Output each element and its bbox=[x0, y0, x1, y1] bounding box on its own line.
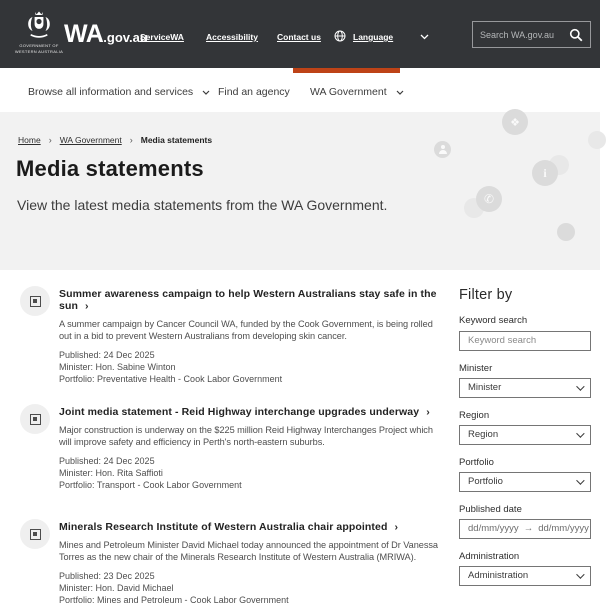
published-date-range-input[interactable] bbox=[459, 519, 591, 539]
minister-filter-label: Minister bbox=[459, 362, 493, 374]
media-statement-icon-circle bbox=[20, 404, 50, 434]
globe-icon bbox=[334, 30, 346, 42]
breadcrumb-home[interactable]: Home bbox=[18, 135, 41, 145]
nav-browse-all-label: Browse all information and services bbox=[28, 86, 194, 98]
nav-browse-all[interactable] bbox=[28, 86, 210, 98]
logo-suffix-text: .gov.au bbox=[103, 30, 148, 45]
crest-org-line1: GOVERNMENT OF bbox=[19, 43, 59, 48]
administration-filter-label: Administration bbox=[459, 550, 520, 562]
media-statement-summary: A summer campaign by Cancer Council WA, funded by the Cook Government, is being rolled out in a bid to prevent Western Australians from developing skin cancer. bbox=[59, 319, 433, 341]
decorative-circle bbox=[588, 131, 606, 149]
media-statement-title-link[interactable] bbox=[59, 521, 441, 533]
media-statement-meta bbox=[59, 455, 441, 492]
nav-wa-government[interactable] bbox=[310, 86, 404, 98]
minister-select-value: Minister bbox=[468, 382, 502, 393]
date-end-placeholder: dd/mm/yyyy bbox=[538, 523, 589, 534]
layers-icon bbox=[502, 109, 528, 135]
media-statement-body bbox=[59, 519, 441, 607]
site-search bbox=[472, 21, 591, 48]
minister-filter-group bbox=[459, 363, 591, 398]
site-search-input[interactable] bbox=[480, 30, 568, 40]
breadcrumb-current: Media statements bbox=[140, 135, 213, 145]
search-icon bbox=[569, 28, 583, 42]
document-icon bbox=[30, 296, 41, 307]
minister: Minister: Hon. David Michael bbox=[59, 583, 174, 594]
servicewa-link[interactable]: ServiceWA bbox=[140, 32, 184, 42]
media-statement-title: Minerals Research Institute of Western Australia chair appointed bbox=[59, 521, 388, 533]
breadcrumb-separator-icon: › bbox=[129, 135, 133, 145]
media-statement-summary: Major construction is underway on the $225 million Reid Highway Interchanges Project which will improve safety and efficiency in Perth's north-eastern suburbs. bbox=[59, 425, 433, 447]
chevron-down-icon bbox=[202, 90, 210, 95]
chevron-right-icon: › bbox=[394, 521, 399, 533]
media-statement-icon-circle bbox=[20, 286, 50, 316]
info-icon bbox=[532, 160, 558, 186]
media-statement-meta bbox=[59, 349, 448, 386]
published-date: Published: 23 Dec 2025 bbox=[59, 571, 155, 581]
document-icon bbox=[30, 414, 41, 425]
administration-select[interactable] bbox=[459, 566, 591, 586]
person-icon bbox=[434, 141, 451, 158]
main-nav bbox=[0, 73, 600, 112]
wa-government-crest-logo[interactable] bbox=[16, 8, 62, 60]
portfolio-select-value: Portfolio bbox=[468, 476, 503, 487]
page-hero bbox=[0, 112, 600, 270]
portfolio: Portfolio: Preventative Health - Cook Labor Government bbox=[59, 374, 283, 385]
keyword-search-label: Keyword search bbox=[459, 315, 528, 326]
chevron-down-icon bbox=[576, 429, 584, 437]
published-date: Published: 24 Dec 2025 bbox=[59, 456, 155, 466]
published-date-label: Published date bbox=[459, 503, 522, 515]
media-statement-item bbox=[20, 519, 448, 607]
date-start-placeholder: dd/mm/yyyy bbox=[468, 523, 519, 534]
page-subtitle: View the latest media statements from the WA Government. bbox=[17, 197, 388, 213]
document-icon bbox=[30, 529, 41, 540]
published-date-group bbox=[459, 504, 591, 539]
region-select[interactable] bbox=[459, 425, 591, 445]
portfolio: Portfolio: Mines and Petroleum - Cook Labor Government bbox=[59, 595, 289, 606]
search-button[interactable] bbox=[568, 27, 583, 42]
keyword-search-input[interactable] bbox=[459, 331, 591, 351]
published-date: Published: 24 Dec 2025 bbox=[59, 350, 155, 360]
media-statement-title: Joint media statement - Reid Highway interchange upgrades underway bbox=[59, 406, 420, 418]
nav-find-an-agency[interactable] bbox=[218, 86, 290, 98]
keyword-search-group bbox=[459, 315, 591, 351]
administration-select-value: Administration bbox=[468, 570, 529, 581]
filter-sidebar bbox=[459, 270, 591, 586]
media-statement-icon-circle bbox=[20, 519, 50, 549]
portfolio-filter-group bbox=[459, 457, 591, 492]
phone-icon bbox=[476, 186, 502, 212]
chevron-right-icon: › bbox=[84, 300, 89, 312]
portfolio: Portfolio: Transport - Cook Labor Government bbox=[59, 480, 242, 491]
media-statement-title-link[interactable] bbox=[59, 288, 448, 312]
chevron-right-icon: › bbox=[426, 406, 430, 418]
nav-find-an-agency-label: Find an agency bbox=[218, 86, 290, 98]
filter-heading: Filter by bbox=[459, 287, 513, 303]
media-statement-meta bbox=[59, 570, 441, 607]
media-statement-title: Summer awareness campaign to help Western Australians stay safe in the sun bbox=[59, 288, 437, 312]
chevron-down-icon[interactable] bbox=[420, 34, 429, 40]
media-statement-item bbox=[20, 286, 448, 386]
phone-glyph: ✆ bbox=[483, 192, 495, 206]
region-filter-group bbox=[459, 410, 591, 445]
layers-glyph: ❖ bbox=[510, 116, 520, 129]
breadcrumb-separator-icon: › bbox=[48, 135, 52, 145]
site-header bbox=[0, 0, 600, 68]
portfolio-select[interactable] bbox=[459, 472, 591, 492]
chevron-down-icon bbox=[576, 382, 584, 390]
crest-icon bbox=[22, 8, 56, 42]
media-statement-body bbox=[59, 286, 448, 386]
media-statement-summary: Mines and Petroleum Minister David Michael today announced the appointment of Dr Vanessa Torres as the new chair of the Minerals Research Institute of Western Australia (MRIWA). bbox=[59, 540, 438, 562]
contact-us-link[interactable]: Contact us bbox=[277, 32, 321, 42]
logo-wa-text: WA bbox=[64, 20, 104, 48]
media-statement-item bbox=[20, 404, 448, 492]
chevron-down-icon bbox=[576, 476, 584, 484]
minister: Minister: Hon. Sabine Winton bbox=[59, 362, 176, 373]
breadcrumb-wa-government[interactable]: WA Government bbox=[59, 135, 122, 145]
region-select-value: Region bbox=[468, 429, 499, 440]
minister-select[interactable] bbox=[459, 378, 591, 398]
portfolio-filter-label: Portfolio bbox=[459, 456, 494, 468]
administration-filter-group bbox=[459, 551, 591, 586]
decorative-circle bbox=[557, 223, 575, 241]
breadcrumb bbox=[18, 135, 212, 145]
chevron-down-icon bbox=[576, 570, 584, 578]
region-filter-label: Region bbox=[459, 409, 490, 421]
crest-org-line2: WESTERN AUSTRALIA bbox=[14, 49, 64, 54]
chevron-down-icon bbox=[396, 90, 404, 95]
nav-wa-government-label: WA Government bbox=[310, 86, 387, 98]
language-menu[interactable]: Language bbox=[353, 32, 394, 42]
page-title: Media statements bbox=[16, 156, 204, 181]
info-glyph: i bbox=[543, 165, 547, 180]
arrow-right-icon: → bbox=[523, 523, 534, 534]
media-statement-body bbox=[59, 404, 441, 492]
wa-gov-au-logo[interactable] bbox=[64, 20, 148, 49]
person-glyph bbox=[439, 145, 447, 154]
media-statement-title-link[interactable] bbox=[59, 406, 441, 418]
accessibility-link[interactable]: Accessibility bbox=[206, 32, 258, 42]
minister: Minister: Hon. Rita Saffioti bbox=[59, 468, 163, 479]
